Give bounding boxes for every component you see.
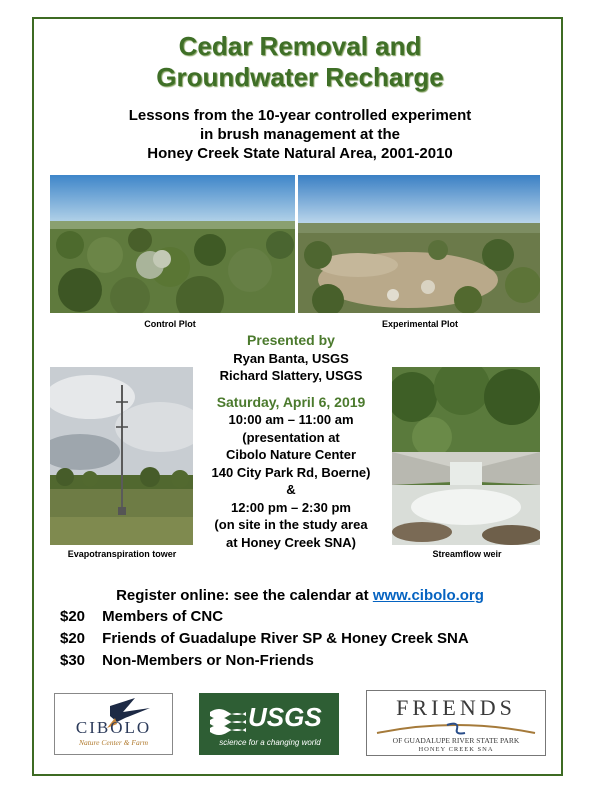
friends-name: FRIENDS xyxy=(396,695,516,720)
registration-line xyxy=(0,587,600,604)
price-label: Members of CNC xyxy=(102,608,224,625)
title-line-2: Groundwater Recharge xyxy=(156,62,444,92)
price-label: Friends of Guadalupe River SP & Honey Creek SNA xyxy=(102,630,469,647)
event-line: (on site in the study area xyxy=(214,517,368,532)
presenter-name: Ryan Banta, USGS xyxy=(233,350,349,366)
flyer-subtitle xyxy=(0,106,600,163)
friends-subtitle-2: HONEY CREEK SNA xyxy=(418,746,494,753)
subtitle-line-1: Lessons from the 10-year controlled experiment xyxy=(128,107,472,124)
registration-text: Register online: see the calendar at xyxy=(116,587,373,604)
price-amount: $20 xyxy=(60,630,86,647)
usgs-logo xyxy=(199,693,339,755)
event-line: & xyxy=(286,482,296,497)
river-swirl-icon xyxy=(367,721,545,737)
price-label: Non-Members or Non-Friends xyxy=(102,652,314,669)
cibolo-name: CIBOLO xyxy=(75,718,152,737)
subtitle-line-2: in brush management at the xyxy=(199,126,401,143)
usgs-tagline: science for a changing world xyxy=(219,738,321,747)
experimental-plot-photo xyxy=(298,175,540,313)
price-item xyxy=(60,650,469,672)
experimental-plot-caption: Experimental Plot xyxy=(381,319,459,329)
presenter-name: Richard Slattery, USGS xyxy=(219,368,363,383)
price-list xyxy=(60,606,469,672)
event-line: (presentation at xyxy=(242,429,340,445)
event-line: Cibolo Nature Center xyxy=(225,447,356,462)
event-line: 12:00 pm – 2:30 pm xyxy=(231,499,351,515)
price-amount: $20 xyxy=(60,608,86,625)
flyer-title xyxy=(0,31,600,93)
subtitle-line-3: Honey Creek State Natural Area, 2001-2010 xyxy=(147,145,453,162)
cibolo-website-link[interactable]: www.cibolo.org xyxy=(372,587,484,604)
usgs-name: USGS xyxy=(248,702,322,732)
presented-by-heading: Presented by xyxy=(247,332,335,348)
friends-logo xyxy=(366,690,546,756)
event-details xyxy=(196,332,386,551)
price-item xyxy=(60,606,469,628)
price-amount: $30 xyxy=(60,652,86,669)
title-line-1: Cedar Removal and xyxy=(178,31,422,61)
weir-caption: Streamflow weir xyxy=(432,549,502,559)
tower-caption: Evapotranspiration tower xyxy=(67,549,177,559)
streamflow-weir-photo xyxy=(392,367,540,545)
event-line: 10:00 am – 11:00 am xyxy=(228,412,354,427)
event-date: Saturday, April 6, 2019 xyxy=(216,393,366,410)
evapotranspiration-tower-photo xyxy=(50,367,193,545)
cibolo-subtitle: Nature Center & Farm xyxy=(78,738,149,747)
friends-subtitle-1: OF GUADALUPE RIVER STATE PARK xyxy=(392,736,520,745)
event-line: 140 City Park Rd, Boerne) xyxy=(211,464,371,480)
cibolo-logo xyxy=(54,693,173,755)
control-plot-caption: Control Plot xyxy=(144,319,196,329)
event-line: at Honey Creek SNA) xyxy=(225,534,357,550)
price-item xyxy=(60,628,469,650)
control-plot-photo xyxy=(50,175,295,313)
usgs-wave-icon xyxy=(210,706,246,736)
